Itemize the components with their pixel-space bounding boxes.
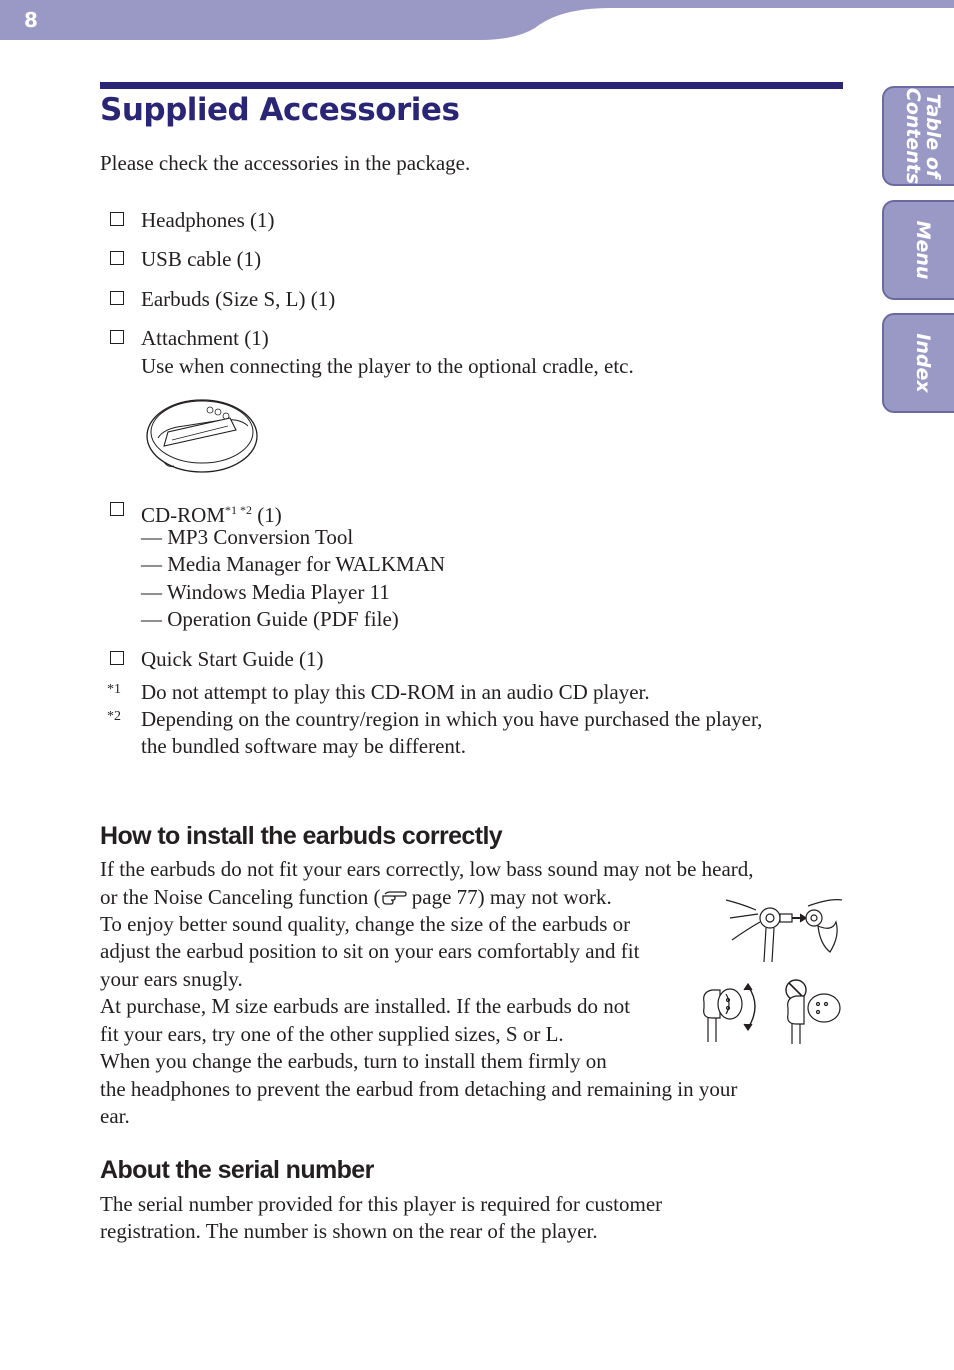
checkbox-icon [110, 291, 124, 305]
checkbox-icon [110, 212, 124, 226]
tab-index[interactable] [882, 313, 954, 413]
body-text: registration. The number is shown on the rear of the player. [100, 1219, 598, 1243]
body-text: your ears snugly. [100, 967, 243, 991]
tab-label: Menu [912, 220, 934, 280]
attachment-illustration [144, 394, 260, 476]
body-text: The serial number provided for this player is required for customer [100, 1192, 663, 1216]
cdrom-content-item: — Media Manager for WALKMAN [141, 552, 446, 576]
body-text: When you change the earbuds, turn to install them firmly on [100, 1049, 607, 1073]
footnote-mark: *2 [107, 709, 121, 724]
intro-text: Please check the accessories in the package. [100, 151, 471, 175]
body-text: or the Noise Canceling function ( [100, 885, 381, 909]
cdrom-footnote-marks: *1 *2 [225, 503, 253, 517]
cdrom-count: (1) [252, 503, 282, 527]
page-title: Supplied Accessories [100, 92, 460, 128]
checkbox-icon [110, 651, 124, 665]
body-text: If the earbuds do not fit your ears correctly, low bass sound may not be heard, [100, 857, 754, 881]
tab-label: Index [912, 333, 934, 393]
item-usb-cable: USB cable (1) [141, 247, 262, 271]
body-text: the headphones to prevent the earbud from detaching and remaining in your [100, 1077, 738, 1101]
earbud-change-illustration [722, 892, 844, 964]
checkbox-icon [110, 251, 124, 265]
tab-label-line2: Contents [902, 87, 924, 185]
footnote-text: Do not attempt to play this CD-ROM in an audio CD player. [141, 680, 650, 704]
serial-heading: About the serial number [100, 1156, 374, 1184]
body-text-with-ref [100, 884, 612, 911]
body-text: ear. [100, 1104, 130, 1128]
tab-menu[interactable] [882, 200, 954, 300]
item-headphones: Headphones (1) [141, 208, 275, 232]
item-quick-start-guide: Quick Start Guide (1) [141, 647, 324, 671]
cdrom-content-item: — Windows Media Player 11 [141, 580, 390, 604]
footnote-text-cont: the bundled software may be different. [141, 734, 466, 758]
cdrom-label: CD-ROM [141, 503, 226, 527]
cdrom-content-item: — Operation Guide (PDF file) [141, 607, 399, 631]
body-text: fit your ears, try one of the other supplied sizes, S or L. [100, 1022, 564, 1046]
body-text: At purchase, M size earbuds are installed. If the earbuds do not [100, 994, 631, 1018]
pointing-hand-icon [381, 888, 407, 906]
title-rule [100, 82, 843, 89]
checkbox-icon [110, 330, 124, 344]
page-reference-link[interactable]: page 77) may not work. [406, 885, 612, 909]
footnote-mark: *1 [107, 682, 121, 697]
earbud-rotate-illustration [698, 978, 844, 1046]
item-earbuds: Earbuds (Size S, L) (1) [141, 287, 336, 311]
header-bar [0, 0, 954, 40]
footnote-text: Depending on the country/region in which you have purchased the player, [141, 707, 763, 731]
tab-table-of-contents[interactable] [882, 86, 954, 186]
body-text: To enjoy better sound quality, change the size of the earbuds or [100, 912, 631, 936]
cdrom-content-item: — MP3 Conversion Tool [141, 525, 354, 549]
body-text: adjust the earbud position to sit on your ears comfortably and fit [100, 939, 640, 963]
earbuds-heading: How to install the earbuds correctly [100, 822, 503, 850]
item-attachment: Attachment (1) [141, 326, 269, 350]
tab-label-line1: Table of [922, 93, 944, 179]
checkbox-icon [110, 502, 124, 516]
page-number: 8 [24, 8, 38, 32]
attachment-note: Use when connecting the player to the optional cradle, etc. [141, 354, 634, 378]
